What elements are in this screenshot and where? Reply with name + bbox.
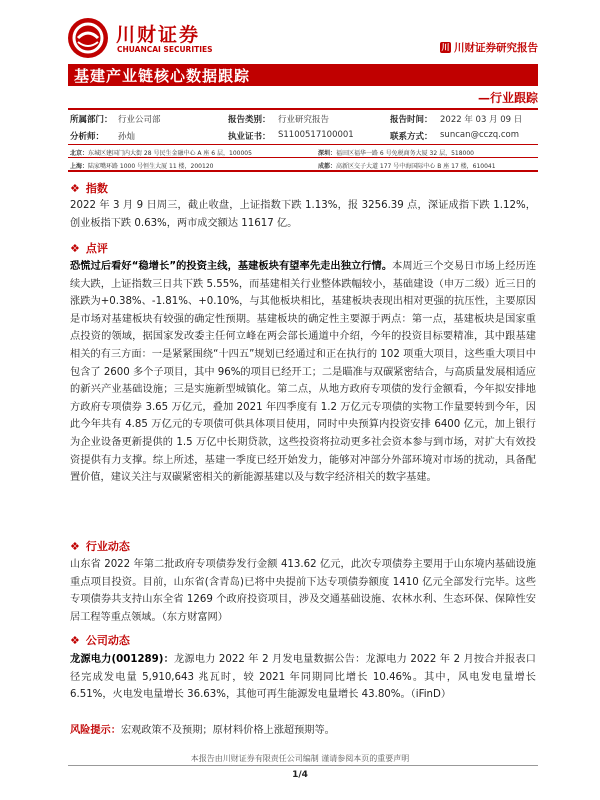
address-shanghai: 上海：陆家嘴环路 1000 号恒生大厦 11 楼，200120: [70, 163, 214, 170]
time-value: 2022 年 03 月 09 日: [440, 115, 523, 125]
section-company-heading: ❖ 公司动态: [70, 634, 130, 647]
address-chengdu: 成都：高新区交子大道 177 号中海国际中心 B 座 17 楼，610041: [318, 163, 496, 170]
diamond-bullet-icon: ❖: [70, 182, 80, 195]
analyst-value: 孙灿: [118, 132, 136, 142]
risk-label: 风险提示：: [70, 725, 121, 736]
address-beijing: 北京：东城区建国门内大街 28 号民生金融中心 A 座 6 层，100005: [70, 150, 252, 157]
section-industry-heading: ❖ 行业动态: [70, 540, 130, 553]
company-paragraph: [70, 651, 536, 704]
category-value: 行业研究报告: [278, 115, 330, 125]
report-type-text: 川财证券研究报告: [454, 42, 538, 54]
cert-label: 执业证书：: [228, 132, 271, 142]
company-lead: 龙源电力(001289)：: [70, 654, 174, 665]
title-bar: [68, 64, 538, 86]
page-number: 1/4: [292, 770, 308, 780]
industry-paragraph: 山东省 2022 年第二批政府专项债券发行金额 413.62 亿元，此次专项债券主要用于山东境内基础设施重点项目投资。目前，山东省(含青岛)已将中央提前下达专项债券额度 1410 亿元全部发行完毕。这些专项债券共支持山东全省 1269 个政府投资项目，涉及交通基础设施、农林水利、生态环保、保障性安居工程等重点领域。（东方财富网）: [70, 559, 536, 623]
dept-label: 所属部门：: [70, 115, 113, 125]
comment-lead: 恐慌过后看好“稳增长”的投资主线，基建板块有望率先走出独立行情。: [70, 261, 393, 272]
info-bottom-rule: [68, 170, 538, 172]
chuancai-logo-icon: [68, 18, 108, 58]
contact-value: suncan@cczq.com: [440, 130, 520, 140]
info-row-1: [68, 110, 538, 127]
section-index-heading: ❖ 指数: [70, 182, 108, 195]
logo-chinese-name: 川财证券: [116, 24, 201, 46]
page-title: 基建产业链核心数据跟踪: [74, 67, 251, 85]
analyst-label: 分析师：: [70, 132, 105, 142]
risk-paragraph: [70, 722, 536, 740]
report-type-label: [440, 40, 538, 55]
address-row-2: [68, 157, 538, 170]
cert-value: S1100517100001: [278, 130, 354, 140]
index-paragraph: 2022 年 3 月 9 日周三，截止收盘，上证指数下跌 1.13%，报 3256.39 点，深证成指下跌 1.12%，创业板指下跌 0.63%，两市成交额达 11617 亿。: [70, 200, 536, 229]
time-label: 报告时间：: [390, 115, 433, 125]
section-comment-heading: ❖ 点评: [70, 242, 108, 255]
address-row-1: [68, 144, 538, 157]
category-label: 报告类别：: [228, 115, 271, 125]
address-shenzhen: 深圳：福田区福华一路 6 号免税商务大厦 32 层，518000: [318, 150, 475, 157]
footer-rule: [68, 765, 538, 766]
diamond-bullet-icon: ❖: [70, 634, 80, 647]
comment-paragraph: [70, 258, 536, 487]
footer-disclaimer: 本报告由川财证券有限责任公司编制 谨请参阅本页的重要声明: [190, 754, 410, 763]
dept-value: 行业公司部: [118, 115, 161, 125]
info-row-2: [68, 127, 538, 144]
report-logo-icon: 川: [441, 43, 450, 52]
page-header: [68, 18, 538, 60]
diamond-bullet-icon: ❖: [70, 540, 80, 553]
info-table: [68, 108, 538, 172]
diamond-bullet-icon: ❖: [70, 242, 80, 255]
contact-label: 联系方式：: [390, 132, 433, 142]
page-subtitle: —行业跟踪: [477, 91, 538, 105]
company-body: 龙源电力 2022 年 2 月发电量数据公告：龙源电力 2022 年 2 月按合并报表口径完成发电量 5,910,643 兆瓦时，较 2021 年同期同比增长 10.46%。其中，风电发电量增长 6.51%，火电发电量增长 36.63%，其他可再生能源发电量增长 43.80%。（iFinD）: [70, 654, 536, 701]
risk-text: 宏观政策不及预期；原材料价格上涨超预期等。: [120, 725, 335, 736]
comment-body: 本周近三个交易日市场上经历连续大跌，上证指数三日共下跌 5.55%，而基建相关行业整体跌幅较小，基础建设（申万二级）近三日的涨跌为+0.38%、-1.81%、+0.10%，与其他板块相比，基建板块表现出相对更强的抗压性，主要原因是市场对基建板块有较强的确定性预期。基建板块的确定性主要源于两点：第一点，基建板块是国家重点投资的领域，据国家发改委主任何立峰在两会部长通道中介绍，今年的投资目标要精准，其中跟基建相关的有三方面：一是紧紧围绕“十四五”规划已经通过和正在执行的 102 项重大项目，这些重大项目中包含了 2600 多个子项目，其中 96%的项目已经开工；二是瞄准与双碳紧密结合，与高质量发展相适应的新兴产业基础设施；三是实施新型城镇化。第二点，从地方政府专项债的发行金额看，今年拟安排地方政府专项债券 3.65 万亿元，叠加 2021 年四季度有 1.2 万亿元专项债的实物工作量要转到今年，因此今年共有 4.85 万亿元的专项债可供具体项目使用，同时中央预算内投资安排 6400 亿元，加上银行为企业设备更新提供的 1.5 万亿中长期贷款，这些投资将拉动更多社会资本参与到市场，对扩大有效投资提供有力支撑。综上所述，基建一季度已经开始发力，能够对冲部分外部环境对市场的扰动，具备配置价值，建议关注与双碳紧密相关的新能源基建以及与数字经济相关的数字基建。: [70, 261, 537, 484]
logo-english-name: CHUANCAI SECURITIES: [117, 45, 213, 54]
